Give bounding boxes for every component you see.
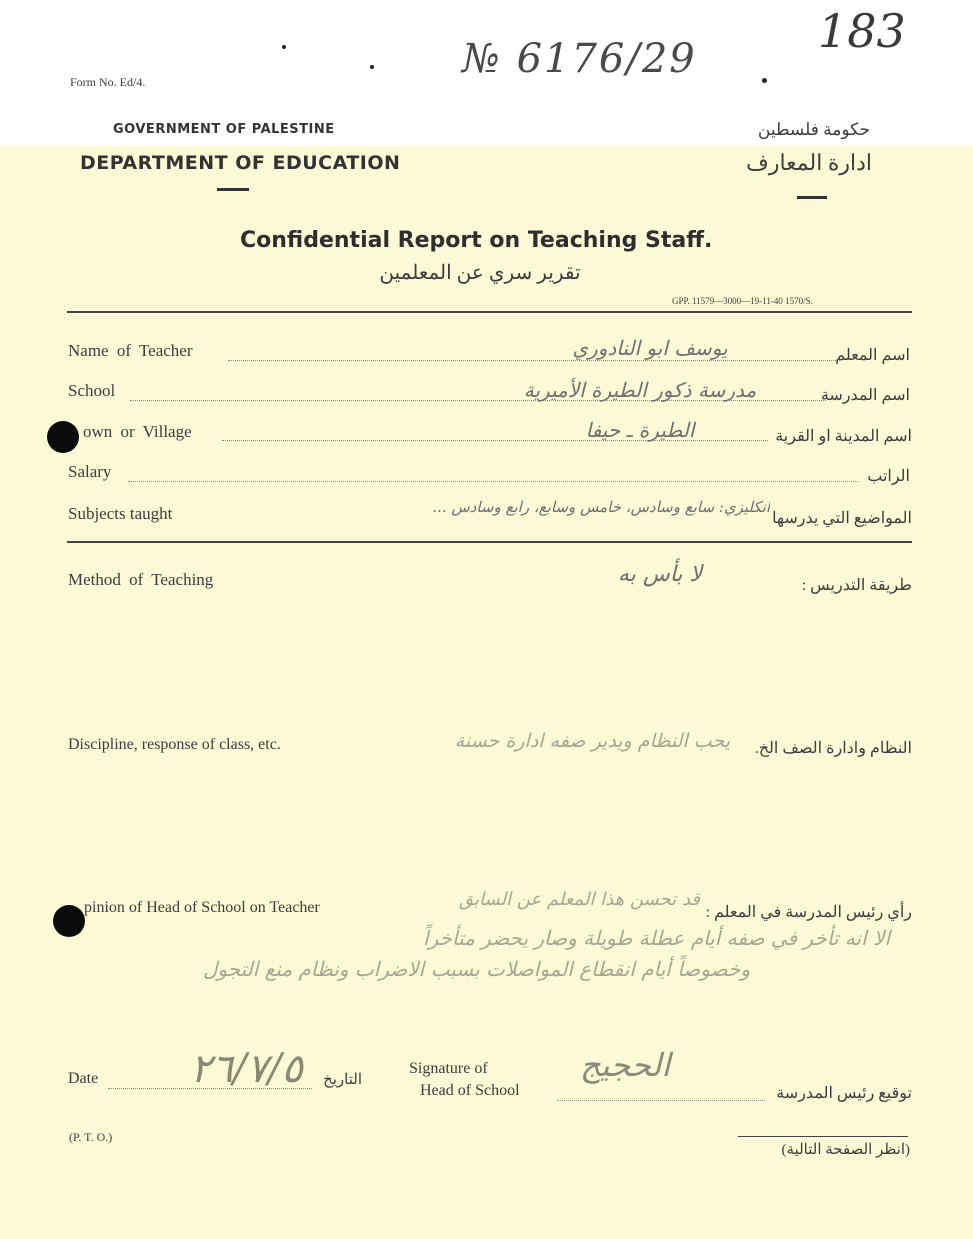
pto-label-ar: (انظر الصفحة التالية) xyxy=(781,1142,910,1158)
opinion-line-2: الا انه تأخر في صفه أيام عطلة طويلة وصار يحضر متأخراً xyxy=(423,926,890,950)
school-value: مدرسة ذكور الطيرة الأميرية xyxy=(523,378,757,402)
subjects-value: انكليزي: سابع وسادس، خامس وسابع، رابع وسادس ... xyxy=(432,498,770,516)
report-title-ar: تقرير سري عن المعلمين xyxy=(379,262,581,284)
town-label: own or Village xyxy=(83,422,192,441)
school-label: School xyxy=(68,381,116,400)
punch-hole xyxy=(47,421,79,453)
speck-mark xyxy=(370,65,374,69)
pto-rule-ar xyxy=(738,1136,908,1137)
fields-rule xyxy=(67,541,912,543)
pto-label: (P. T. O.) xyxy=(69,1130,113,1144)
school-label-ar: اسم المدرسة xyxy=(820,387,910,404)
opinion-label: pinion of Head of School on Teacher xyxy=(84,899,320,916)
date-value: ٢٦/٧/٥ xyxy=(190,1046,303,1092)
signature-label-ar: توقيع رئيس المدرسة xyxy=(776,1085,912,1102)
signature-value: الحجيج xyxy=(580,1046,671,1084)
print-reference: GPP. 11579—3000—19-11-40 1570/S. xyxy=(672,296,813,306)
town-value: الطيرة ـ حيفا xyxy=(585,418,695,442)
teacher-name-label-ar: اسم المعلم xyxy=(835,347,910,364)
date-label-ar: التاريخ xyxy=(323,1072,362,1088)
header-rule xyxy=(67,311,912,313)
subjects-label: Subjects taught xyxy=(68,504,173,523)
department-heading-ar: ادارة المعارف xyxy=(746,150,872,175)
method-label-ar: طريقة التدريس : xyxy=(801,577,912,594)
discipline-label-ar: النظام وادارة الصف الخ. xyxy=(754,740,912,757)
salary-label: Salary xyxy=(68,462,112,481)
handwritten-page-number: 183 xyxy=(818,4,906,58)
report-title: Confidential Report on Teaching Staff. xyxy=(240,228,713,253)
signature-line xyxy=(557,1100,765,1101)
discipline-label: Discipline, response of class, etc. xyxy=(68,736,281,753)
speck-mark xyxy=(282,45,286,49)
government-heading: GOVERNMENT OF PALESTINE xyxy=(113,122,335,137)
signature-label-line1: Signature of xyxy=(409,1060,488,1077)
speck-mark xyxy=(762,78,767,83)
method-value: لا بأس به xyxy=(617,562,703,587)
method-label: Method of Teaching xyxy=(68,570,214,589)
punch-hole xyxy=(53,905,85,937)
government-heading-ar: حكومة فلسطين xyxy=(757,120,870,139)
discipline-value: يحب النظام ويدير صفه ادارة حسنة xyxy=(454,730,730,752)
form-number: Form No. Ed/4. xyxy=(70,75,146,89)
date-label: Date xyxy=(68,1070,99,1087)
letterhead-divider-ar xyxy=(797,196,827,199)
teacher-name-value: يوسف ابو النادوري xyxy=(572,336,728,360)
salary-label-ar: الراتب xyxy=(867,468,910,485)
signature-label-line2: Head of School xyxy=(420,1082,520,1099)
teacher-name-label: Name of Teacher xyxy=(68,341,193,360)
subjects-label-ar: المواضيع التي يدرسها xyxy=(772,510,912,527)
opinion-line-1: قد تحسن هذا المعلم عن السابق xyxy=(459,889,700,910)
handwritten-file-number: № 6176/29 xyxy=(462,36,697,82)
town-label-ar: اسم المدينة او القرية xyxy=(775,428,912,445)
opinion-line-3: وخصوصاً أيام انقطاع المواصلات بسبب الاضراب ونظام منع التجول xyxy=(202,957,750,981)
department-heading: DEPARTMENT OF EDUCATION xyxy=(80,152,401,174)
teacher-name-line xyxy=(228,360,840,361)
salary-line xyxy=(128,481,858,482)
opinion-label-ar: رأي رئيس المدرسة في المعلم : xyxy=(705,904,912,921)
letterhead-divider xyxy=(217,188,249,191)
